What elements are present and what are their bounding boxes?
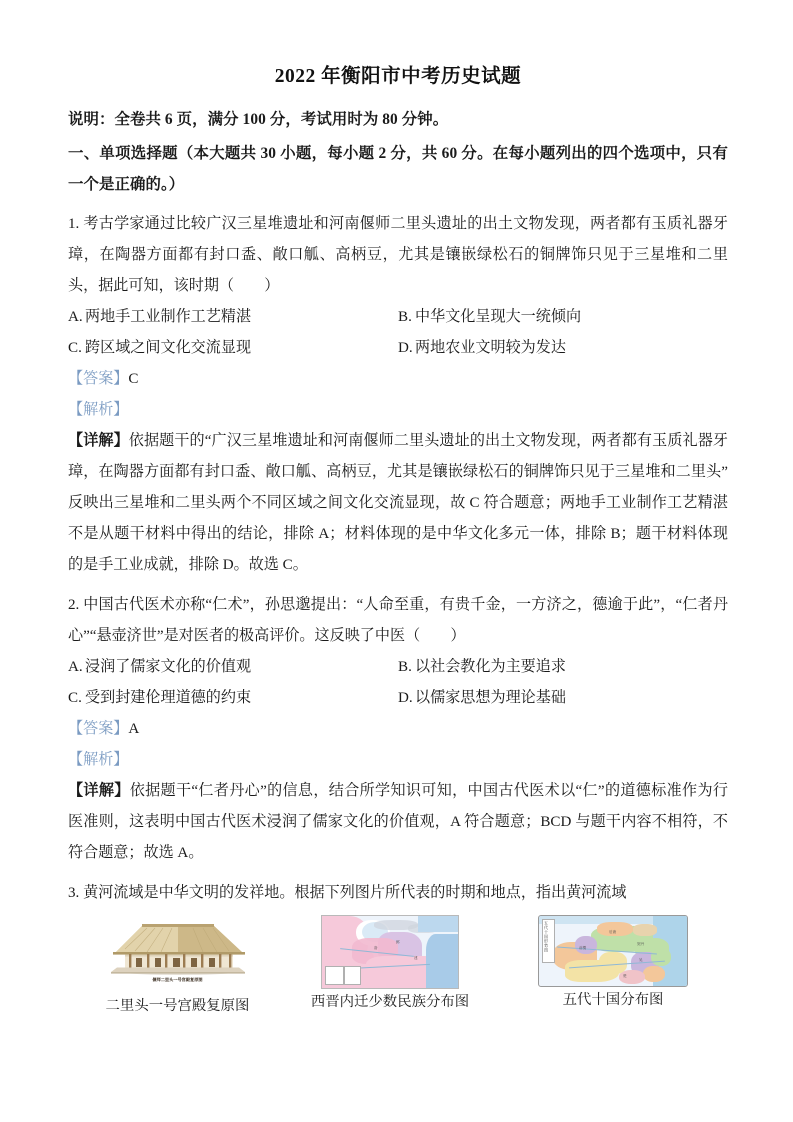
question-1-options	[68, 302, 728, 364]
option-text: 两地手工业制作工艺精湛	[85, 309, 252, 325]
question-2-option-c[interactable]	[68, 683, 398, 714]
answer-tag: 【答案】	[68, 721, 129, 737]
option-letter: B.	[398, 659, 412, 675]
question-1-stem: 1. 考古学家通过比较广汉三星堆遗址和河南偃师二里头遗址的出土文物发现，两者都有玉质礼器牙璋，在陶器方面都有封口盉、敞口觚、高柄豆，尤其是镶嵌绿松石的铜牌饰只见于三星堆和二里头，据此可知，该时期（ ）	[68, 216, 728, 294]
section-heading-multiple-choice: 一、单项选择题（本大题共 30 小题，每小题 2 分，共 60 分。在每小题列出的四个选项中，只有一个是正确的。）	[68, 145, 728, 193]
five-dynasties-ten-kingdoms-map: 五代十国形势图 后唐 契丹 前蜀 吴 楚	[538, 915, 688, 987]
option-text: 以社会教化为主要追求	[415, 659, 566, 675]
question-1-option-d[interactable]	[398, 333, 728, 364]
option-text: 两地农业文明较为发达	[415, 340, 566, 356]
exam-instruction: 说明：全卷共 6 页，满分 100 分，考试用时为 80 分钟。	[68, 111, 449, 128]
question-2-detail-text: 依据题干“仁者丹心”的信息，结合所学知识可知，中国古代医术以“仁”的道德标准作为行医准则，这表明中国古代医术浸润了儒家文化的价值观，A 符合题意；BCD 与题干内容不相符，不符合题意；故选 A。	[68, 783, 728, 861]
option-text: 受到封建伦理道德的约束	[85, 690, 252, 706]
option-row	[68, 683, 728, 714]
figure-caption-five-dynasties: 五代十国分布图	[562, 992, 664, 1008]
option-letter: C.	[68, 690, 82, 706]
answer-tag: 【答案】	[68, 371, 129, 387]
question-1-option-b[interactable]	[398, 302, 728, 333]
detail-tag: 【详解】	[68, 433, 129, 449]
option-letter: B.	[398, 309, 412, 325]
page-title: 2022 年衡阳市中考历史试题	[274, 66, 522, 87]
question-2-option-b[interactable]	[398, 652, 728, 683]
analysis-tag: 【解析】	[68, 752, 129, 768]
option-text: 以儒家思想为理论基础	[415, 690, 566, 706]
question-1-answer-value: C	[128, 371, 139, 387]
option-letter: D.	[398, 690, 413, 706]
question-1-analysis-label	[68, 395, 728, 426]
question-1-answer-line	[68, 364, 728, 395]
figure-western-jin-map	[290, 915, 490, 1016]
figure-five-dynasties-map	[508, 915, 718, 1016]
palace-image-inner-title	[103, 978, 253, 982]
palace-illustration-svg	[103, 915, 253, 977]
question-2	[68, 590, 728, 869]
option-letter: A.	[68, 659, 83, 675]
question-2-detail	[68, 776, 728, 869]
question-1-detail-text: 依据题干的“广汉三星堆遗址和河南偃师二里头遗址的出土文物发现，两者都有玉质礼器牙璋，在陶器方面都有封口盉、敞口觚、高柄豆，尤其是镶嵌绿松石的铜牌饰只见于三星堆和二里头”反映出三星堆和二里头两个不同区域之间文化交流显现，故 C 符合题意；两地手工业制作工艺精湛不是从题干材料中得出的结论，排除 A；材料体现的是中华文化多元一体，排除 B；题干材料体现的是手工业成就，排除 D。故选 C。	[68, 433, 728, 573]
question-3	[68, 878, 728, 1016]
question-1	[68, 209, 728, 581]
question-1-option-c[interactable]	[68, 333, 398, 364]
question-2-stem: 2. 中国古代医术亦称“仁术”，孙思邈提出：“人命至重，有贵千金，一方济之，德逾于此”，“仁者丹心”“悬壶济世”是对医者的极高评价。这反映了中医（ ）	[68, 597, 728, 644]
option-row	[68, 652, 728, 683]
option-text: 中华文化呈现大一统倾向	[415, 309, 582, 325]
figure-palace-reconstruction	[70, 915, 285, 1016]
figure-caption-palace: 二里头一号宫殿复原图	[105, 998, 250, 1014]
figure-caption-western-jin: 西晋内迁少数民族分布图	[310, 994, 470, 1010]
question-3-figure-row	[68, 915, 728, 1016]
western-jin-migration-map: 洛 邺 建	[321, 915, 459, 989]
question-1-detail	[68, 426, 728, 581]
question-2-analysis-label	[68, 745, 728, 776]
option-letter: D.	[398, 340, 413, 356]
option-row	[68, 302, 728, 333]
question-3-stem: 3. 黄河流域是中华文明的发祥地。根据下列图片所代表的时期和地点，指出黄河流域	[68, 885, 627, 901]
option-text: 浸润了儒家文化的价值观	[85, 659, 252, 675]
palace-reconstruction-image	[103, 915, 253, 993]
option-letter: C.	[68, 340, 82, 356]
option-letter: A.	[68, 309, 83, 325]
page-content	[68, 62, 728, 1016]
map-inner-title: 五代十国形势图	[544, 921, 549, 953]
option-row	[68, 333, 728, 364]
analysis-tag: 【解析】	[68, 402, 129, 418]
question-2-options	[68, 652, 728, 714]
question-2-option-d[interactable]	[398, 683, 728, 714]
detail-tag: 【详解】	[68, 783, 130, 799]
option-text: 跨区域之间文化交流显现	[85, 340, 252, 356]
question-2-answer-line	[68, 714, 728, 745]
question-2-option-a[interactable]	[68, 652, 398, 683]
question-2-answer-value: A	[128, 721, 140, 737]
palace-inner-title-text: 偃师二里头一号宫殿复原图	[152, 977, 203, 982]
question-1-option-a[interactable]	[68, 302, 398, 333]
